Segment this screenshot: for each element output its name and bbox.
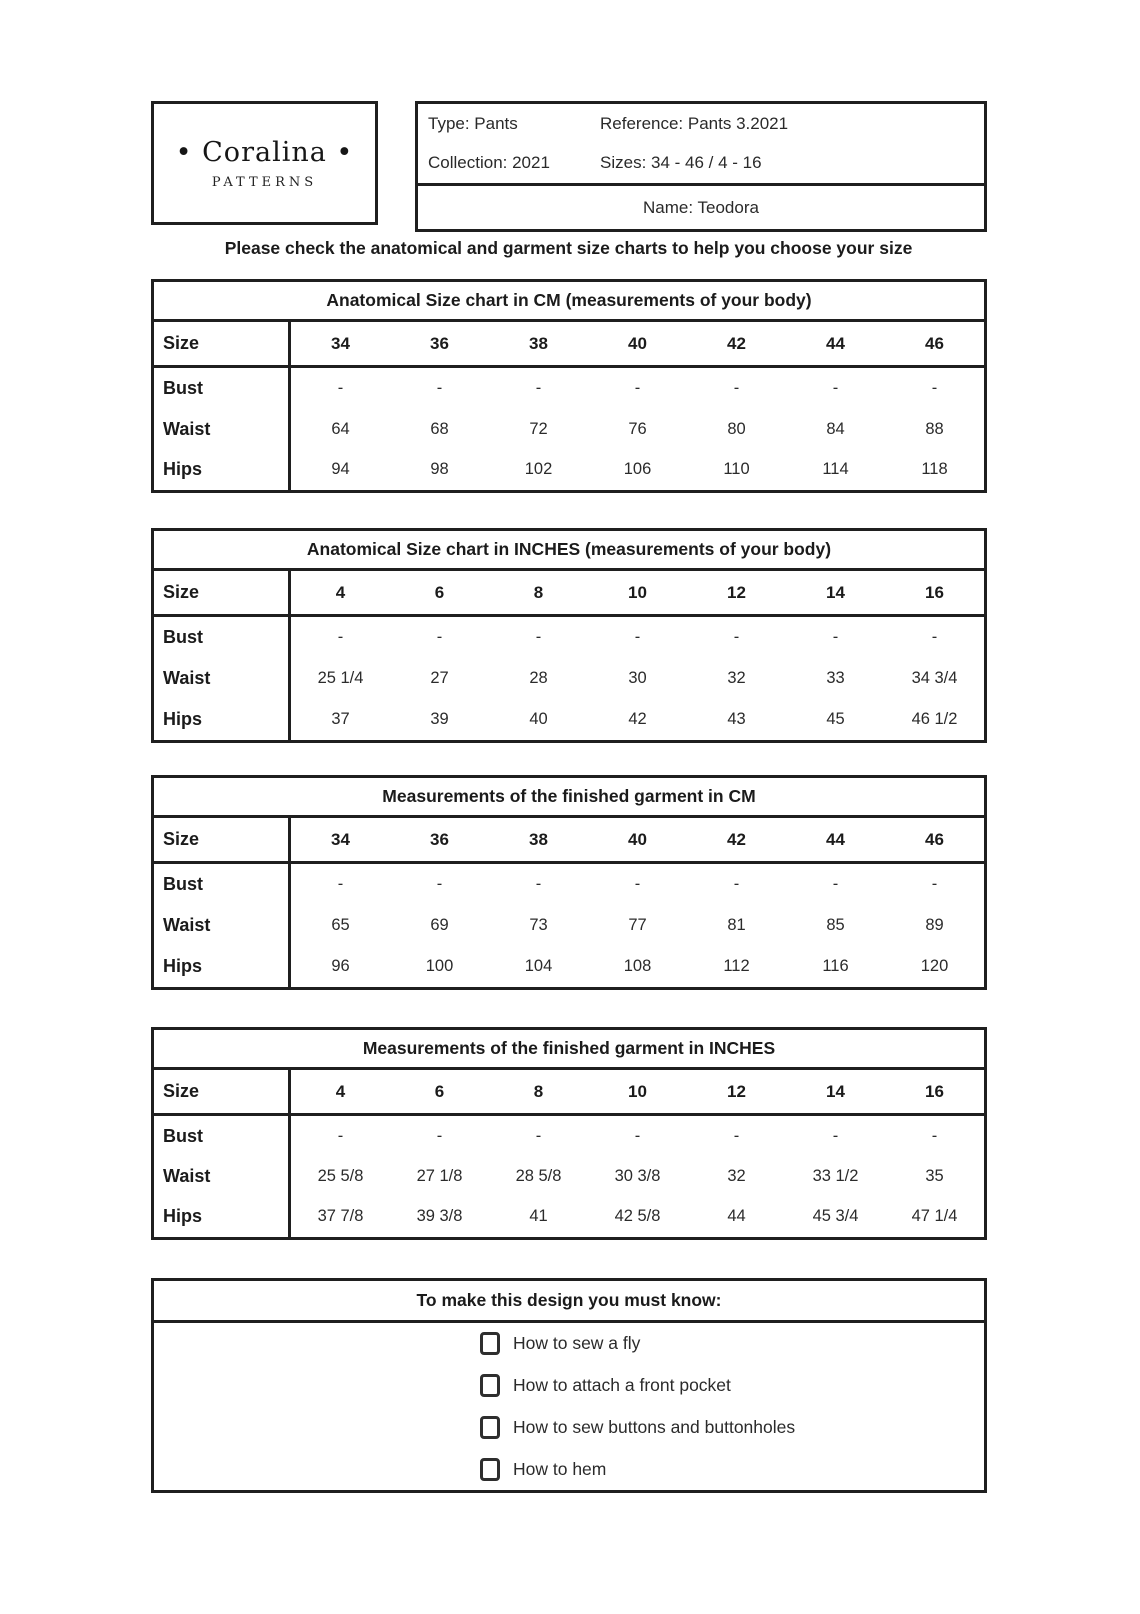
table-body (154, 1116, 984, 1237)
value-cell: 98 (430, 460, 449, 479)
brand-logo-box (151, 101, 378, 225)
row-cells (291, 658, 984, 699)
row-label: Waist (154, 409, 291, 450)
table-row (154, 1116, 984, 1156)
table-title: Anatomical Size chart in CM (measurements of your body) (154, 282, 984, 322)
requirement-label: How to sew a fly (513, 1333, 641, 1354)
size-cell: 46 (925, 333, 944, 353)
value-cell: 43 (727, 710, 746, 728)
value-cell: 37 7/8 (317, 1207, 364, 1226)
requirements-box (151, 1278, 987, 1493)
pattern-sizes: Sizes: 34 - 46 / 4 - 16 (600, 153, 762, 173)
row-label: Hips (154, 946, 291, 987)
requirement-item (480, 1448, 984, 1490)
requirement-item (480, 1323, 984, 1365)
size-cell: 34 (331, 333, 350, 353)
size-cell: 6 (434, 582, 445, 602)
value-cell: 68 (430, 419, 449, 438)
value-cell: - (436, 628, 443, 646)
value-cell: 80 (727, 419, 746, 438)
value-cell: 37 (331, 710, 350, 728)
value-cell: - (535, 1126, 542, 1145)
size-cells (291, 1070, 984, 1113)
value-cell: 120 (920, 957, 949, 975)
pattern-collection: Collection: 2021 (428, 153, 550, 173)
row-label: Bust (154, 1116, 291, 1156)
value-cell: - (634, 875, 641, 893)
size-cell: 46 (925, 829, 944, 849)
value-cell: - (832, 1126, 839, 1145)
size-row-label: Size (154, 322, 291, 365)
table-row (154, 1197, 984, 1237)
value-cell: - (535, 875, 542, 893)
row-cells (291, 368, 984, 409)
size-cells (291, 322, 984, 365)
value-cell: - (337, 1126, 344, 1145)
size-cell: 40 (628, 829, 647, 849)
size-cell: 12 (727, 582, 746, 602)
size-cell: 16 (925, 582, 944, 602)
size-cell: 14 (826, 1081, 845, 1101)
requirements-title: To make this design you must know: (154, 1281, 984, 1323)
checkbox-icon[interactable] (480, 1416, 500, 1439)
value-cell: 46 1/2 (911, 710, 958, 728)
value-cell: 42 (628, 710, 647, 728)
row-label: Waist (154, 905, 291, 946)
brand-subtitle: PATTERNS (211, 174, 318, 190)
value-cell: 118 (921, 460, 948, 479)
value-cell: - (931, 628, 938, 646)
value-cell: 89 (925, 916, 944, 934)
requirement-item (480, 1365, 984, 1407)
value-cell: 32 (727, 669, 746, 687)
value-cell: 45 (826, 710, 845, 728)
size-header-row (154, 571, 984, 617)
size-cell: 16 (925, 1081, 944, 1101)
table-row (154, 864, 984, 905)
value-cell: - (733, 378, 740, 397)
value-cell: 96 (331, 957, 350, 975)
value-cell: 33 (826, 669, 845, 687)
size-table (151, 1027, 987, 1240)
value-cell: 116 (822, 957, 849, 975)
value-cell: 25 5/8 (317, 1166, 364, 1185)
size-row-label: Size (154, 1070, 291, 1113)
checkbox-icon[interactable] (480, 1332, 500, 1355)
value-cell: 69 (430, 916, 449, 934)
value-cell: 104 (524, 957, 553, 975)
value-cell: - (634, 378, 641, 397)
row-cells (291, 1197, 984, 1237)
value-cell: 39 (430, 710, 449, 728)
row-cells (291, 699, 984, 740)
requirement-label: How to hem (513, 1458, 607, 1479)
size-cell: 4 (335, 1081, 346, 1101)
value-cell: 25 1/4 (317, 669, 364, 687)
requirement-label: How to attach a front pocket (513, 1375, 731, 1396)
size-row-label: Size (154, 571, 291, 614)
table-row (154, 409, 984, 450)
size-cells (291, 571, 984, 614)
row-label: Waist (154, 1156, 291, 1196)
value-cell: - (931, 1126, 938, 1145)
value-cell: 110 (723, 460, 750, 479)
value-cell: - (436, 875, 443, 893)
value-cell: 27 1/8 (416, 1166, 463, 1185)
table-body (154, 368, 984, 490)
value-cell: - (832, 875, 839, 893)
table-row (154, 905, 984, 946)
size-cell: 36 (430, 829, 449, 849)
value-cell: - (733, 628, 740, 646)
size-header-row (154, 322, 984, 368)
size-cell: 40 (628, 333, 647, 353)
pattern-name: Name: Teodora (643, 197, 759, 217)
requirements-list (154, 1323, 984, 1490)
size-table (151, 279, 987, 493)
size-cell: 12 (727, 1081, 746, 1101)
value-cell: - (337, 875, 344, 893)
table-row (154, 617, 984, 658)
row-label: Bust (154, 617, 291, 658)
value-cell: 34 3/4 (911, 669, 958, 687)
table-row (154, 699, 984, 740)
size-cell: 8 (533, 582, 544, 602)
size-cell: 44 (826, 333, 845, 353)
checkbox-icon[interactable] (480, 1374, 500, 1397)
value-cell: 84 (826, 419, 845, 438)
value-cell: - (436, 1126, 443, 1145)
value-cell: 47 1/4 (911, 1207, 958, 1226)
table-row (154, 1156, 984, 1196)
row-label: Waist (154, 658, 291, 699)
value-cell: - (634, 1126, 641, 1145)
table-title: Anatomical Size chart in INCHES (measurements of your body) (154, 531, 984, 571)
size-cell: 34 (331, 829, 350, 849)
row-cells (291, 946, 984, 987)
size-cell: 42 (727, 333, 746, 353)
value-cell: - (634, 628, 641, 646)
value-cell: 94 (331, 460, 350, 479)
value-cell: 30 3/8 (614, 1166, 661, 1185)
row-cells (291, 409, 984, 450)
value-cell: 100 (425, 957, 454, 975)
size-cell: 14 (826, 582, 845, 602)
size-cell: 6 (434, 1081, 445, 1101)
value-cell: - (733, 1126, 740, 1145)
value-cell: 64 (331, 419, 350, 438)
value-cell: 112 (723, 957, 750, 975)
table-row (154, 658, 984, 699)
pattern-reference: Reference: Pants 3.2021 (600, 113, 789, 133)
row-cells (291, 864, 984, 905)
value-cell: 114 (822, 460, 849, 479)
table-title: Measurements of the finished garment in INCHES (154, 1030, 984, 1070)
row-label: Hips (154, 449, 291, 490)
value-cell: 88 (925, 419, 944, 438)
table-body (154, 617, 984, 740)
size-cell: 38 (529, 829, 548, 849)
value-cell: 35 (925, 1166, 944, 1185)
value-cell: 102 (524, 460, 553, 479)
value-cell: - (535, 628, 542, 646)
table-row (154, 946, 984, 987)
value-cell: 81 (727, 916, 746, 934)
value-cell: 28 5/8 (515, 1166, 562, 1185)
size-row-label: Size (154, 818, 291, 861)
size-cells (291, 818, 984, 861)
row-cells (291, 449, 984, 490)
value-cell: 42 5/8 (614, 1207, 661, 1226)
value-cell: - (931, 875, 938, 893)
table-title: Measurements of the finished garment in CM (154, 778, 984, 818)
value-cell: 27 (430, 669, 449, 687)
size-header-row (154, 818, 984, 864)
row-label: Hips (154, 699, 291, 740)
value-cell: 73 (529, 916, 548, 934)
size-cell: 10 (628, 1081, 647, 1101)
pattern-info-grid (418, 104, 984, 186)
value-cell: 39 3/8 (416, 1207, 463, 1226)
brand-name: • Coralina • (175, 136, 354, 168)
value-cell: 85 (826, 916, 845, 934)
size-cell: 42 (727, 829, 746, 849)
checkbox-icon[interactable] (480, 1458, 500, 1481)
row-label: Hips (154, 1197, 291, 1237)
size-cell: 36 (430, 333, 449, 353)
row-label: Bust (154, 368, 291, 409)
value-cell: 44 (727, 1207, 746, 1226)
size-cell: 38 (529, 333, 548, 353)
table-row (154, 449, 984, 490)
row-cells (291, 617, 984, 658)
value-cell: - (337, 378, 344, 397)
value-cell: 65 (331, 916, 350, 934)
value-cell: - (832, 628, 839, 646)
row-cells (291, 1116, 984, 1156)
value-cell: - (337, 628, 344, 646)
value-cell: 40 (529, 710, 548, 728)
value-cell: - (535, 378, 542, 397)
value-cell: - (931, 378, 938, 397)
value-cell: 41 (529, 1207, 548, 1226)
row-cells (291, 905, 984, 946)
value-cell: - (733, 875, 740, 893)
size-cell: 44 (826, 829, 845, 849)
value-cell: 106 (623, 460, 652, 479)
size-table (151, 528, 987, 743)
value-cell: 28 (529, 669, 548, 687)
pattern-type: Type: Pants (428, 113, 518, 133)
requirement-label: How to sew buttons and buttonholes (513, 1416, 796, 1437)
requirement-item (480, 1407, 984, 1449)
value-cell: - (436, 378, 443, 397)
size-cell: 10 (628, 582, 647, 602)
value-cell: 77 (628, 916, 647, 934)
pattern-info-box (415, 101, 987, 232)
value-cell: 108 (623, 957, 652, 975)
value-cell: 33 1/2 (812, 1166, 859, 1185)
size-cell: 4 (335, 582, 346, 602)
size-table (151, 775, 987, 990)
value-cell: 32 (727, 1166, 746, 1185)
row-label: Bust (154, 864, 291, 905)
table-body (154, 864, 984, 987)
table-row (154, 368, 984, 409)
row-cells (291, 1156, 984, 1196)
size-cell: 8 (533, 1081, 544, 1101)
value-cell: - (832, 378, 839, 397)
value-cell: 72 (529, 419, 548, 438)
size-header-row (154, 1070, 984, 1116)
value-cell: 45 3/4 (812, 1207, 859, 1226)
intro-note: Please check the anatomical and garment size charts to help you choose your size (224, 238, 913, 258)
value-cell: 76 (628, 419, 647, 438)
value-cell: 30 (628, 669, 647, 687)
